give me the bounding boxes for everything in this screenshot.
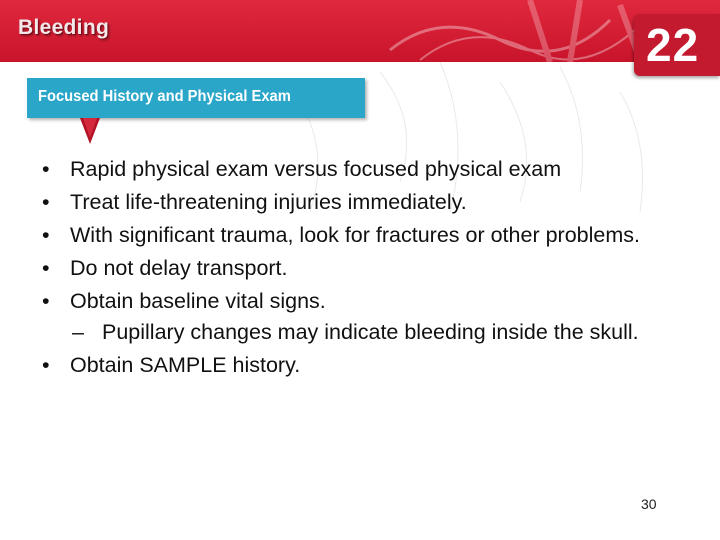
header-band xyxy=(0,0,720,62)
bullet-text: Obtain SAMPLE history. xyxy=(70,353,301,377)
bullet-mark: • xyxy=(42,157,50,181)
bullet-item xyxy=(42,222,682,249)
bullet-mark: • xyxy=(42,223,50,247)
bullet-text: Do not delay transport. xyxy=(70,256,288,280)
bullet-text: Treat life-threatening injuries immediately. xyxy=(70,190,467,214)
sub-bullet-mark: – xyxy=(72,320,84,344)
section-tab-label: Focused History and Physical Exam xyxy=(38,88,291,105)
bullet-text: Obtain baseline vital signs. xyxy=(70,289,326,313)
bullet-mark: • xyxy=(42,256,50,280)
chapter-number: 22 xyxy=(646,19,700,71)
chapter-badge xyxy=(634,14,720,76)
bullet-item xyxy=(42,352,682,379)
tab-pointer-icon xyxy=(78,118,102,146)
bullet-item xyxy=(42,156,682,183)
bullet-item xyxy=(42,189,682,216)
section-tab xyxy=(27,78,365,118)
slide-title: Bleeding xyxy=(18,16,110,39)
sub-bullet-text: Pupillary changes may indicate bleeding inside the skull. xyxy=(102,320,639,344)
bullet-mark: • xyxy=(42,190,50,214)
page-number: 30 xyxy=(641,496,657,512)
bullet-text: With significant trauma, look for fractures or other problems. xyxy=(70,223,640,247)
bullet-mark: • xyxy=(42,289,50,313)
bullet-list xyxy=(42,156,682,385)
sub-bullet-item xyxy=(42,319,682,346)
bullet-item xyxy=(42,288,682,315)
bullet-item xyxy=(42,255,682,282)
bullet-mark: • xyxy=(42,353,50,377)
bullet-text: Rapid physical exam versus focused physical exam xyxy=(70,157,562,181)
